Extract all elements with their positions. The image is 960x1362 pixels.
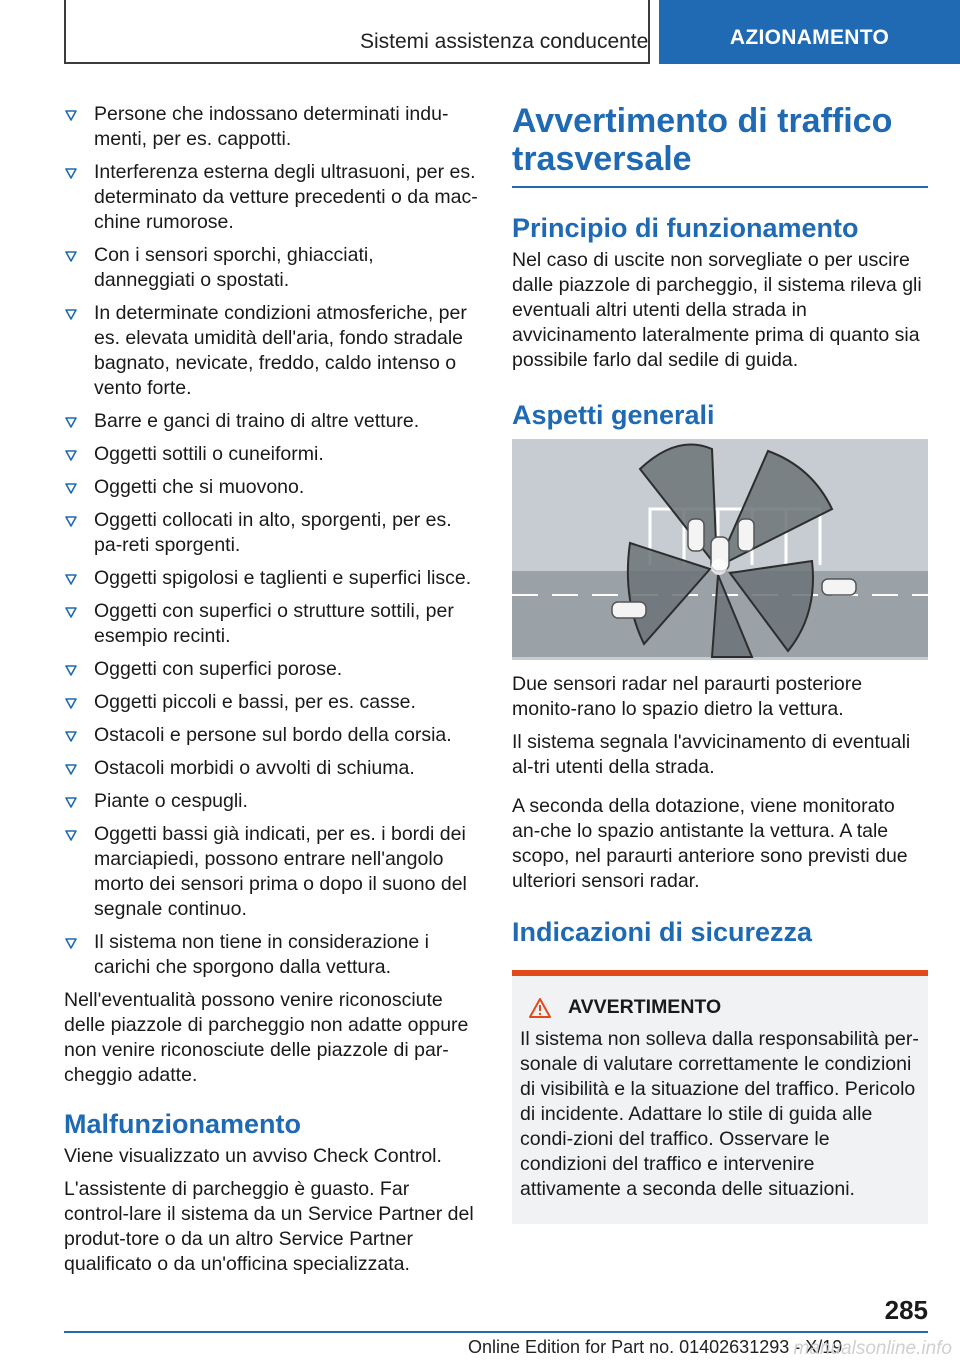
general-paragraph-2: Il sistema segnala l'avvicinamento di eventuali al-tri utenti della strada.	[512, 731, 911, 778]
bullet-triangle-icon	[64, 605, 78, 619]
bullet-item	[64, 475, 478, 500]
bullet-text: Oggetti con superfici o strutture sottili, per esempio recinti.	[94, 600, 454, 647]
bullet-text: Persone che indossano determinati indu-menti, per es. cappotti.	[94, 103, 449, 150]
bullet-item	[64, 508, 478, 558]
bullet-item	[64, 442, 478, 467]
bullet-triangle-icon	[64, 696, 78, 710]
malfunction-paragraph-2: L'assistente di parcheggio è guasto. Far control-lare il sistema da un Service Partner del produt-tore o da un altro Service Partner qualificato o da un'officina specializzata.	[64, 1178, 474, 1275]
bullet-triangle-icon	[64, 249, 78, 263]
bullet-item	[64, 160, 478, 235]
bullet-triangle-icon	[64, 448, 78, 462]
bullet-text: Oggetti bassi già indicati, per es. i bordi dei marciapiedi, possono entrare nell'angolo morto dei sensori prima o dopo il suono del segnale continuo.	[94, 823, 467, 920]
bullet-item	[64, 599, 478, 649]
bullet-triangle-icon	[64, 936, 78, 950]
bullet-triangle-icon	[64, 108, 78, 122]
footer-divider	[64, 1331, 928, 1333]
bullet-text: Barre e ganci di traino di altre vetture.	[94, 410, 420, 432]
warning-box	[512, 970, 928, 1224]
bullet-item	[64, 243, 478, 293]
limitations-list	[64, 102, 478, 980]
principle-heading: Principio di funzionamento	[512, 213, 859, 243]
bullet-text: Ostacoli morbidi o avvolti di schiuma.	[94, 757, 415, 779]
bullet-text: In determinate condizioni atmosferiche, per es. elevata umidità dell'aria, fondo stradale bagnato, nevicate, freddo, caldo intenso o vento forte.	[94, 302, 467, 399]
bullet-item	[64, 301, 478, 401]
bullet-item	[64, 723, 478, 748]
bullet-text: Oggetti con superfici porose.	[94, 658, 343, 680]
header-section-title: Sistemi assistenza conducente	[360, 30, 649, 53]
warning-text: Il sistema non solleva dalla responsabilità per-sonale di valutare correttamente le condizioni di visibilità e la situazione del traffico. Pericolo di incidente. Adattare lo stile di guida alle condi-zioni del traffico. Osservare le condizioni del traffico e intervenire attivamente a seconda delle situazioni.	[520, 1028, 919, 1200]
bullet-triangle-icon	[64, 729, 78, 743]
warning-label: AVVERTIMENTO	[568, 996, 722, 1018]
header-chapter-tab[interactable]: AZIONAMENTO	[659, 0, 960, 64]
bullet-text: Oggetti spigolosi e taglienti e superfici lisce.	[94, 567, 472, 589]
principle-paragraph: Nel caso di uscite non sorvegliate o per uscire dalle piazzole di parcheggio, il sistema rileva gli eventuali altri utenti della strada in avvicinamento lateralmente prima di quanto sia possibile farlo dal sedile di guida.	[512, 249, 922, 371]
bullet-item	[64, 756, 478, 781]
watermark: manualsonline.info	[793, 1338, 952, 1359]
bullet-triangle-icon	[64, 572, 78, 586]
bullet-text: Oggetti piccoli e bassi, per es. casse.	[94, 691, 416, 713]
page-number: 285	[884, 1295, 928, 1325]
bullet-text: Oggetti sottili o cuneiformi.	[94, 443, 324, 465]
bullet-triangle-icon	[64, 166, 78, 180]
general-paragraph-3: A seconda della dotazione, viene monitorato an-che lo spazio antistante la vettura. A tale scopo, nel paraurti anteriore sono previsti due ulteriori sensori radar.	[512, 795, 908, 892]
bullet-item	[64, 690, 478, 715]
bullet-text: Oggetti collocati in alto, sporgenti, per es. pa-reti sporgenti.	[94, 509, 452, 556]
general-heading: Aspetti generali	[512, 400, 715, 430]
bullet-text: Il sistema non tiene in considerazione i carichi che sporgono dalla vettura.	[94, 931, 429, 978]
malfunction-heading: Malfunzionamento	[64, 1109, 301, 1139]
bullet-text: Piante o cespugli.	[94, 790, 248, 812]
right-column	[512, 102, 928, 1224]
bullet-triangle-icon	[64, 481, 78, 495]
bullet-text: Con i sensori sporchi, ghiacciati, danneggiati o spostati.	[94, 244, 374, 291]
bullet-triangle-icon	[64, 415, 78, 429]
warning-header	[520, 996, 920, 1019]
footer-edition: Online Edition for Part no. 01402631293 - X/19	[468, 1337, 843, 1357]
bullet-item	[64, 409, 478, 434]
bullet-triangle-icon	[64, 514, 78, 528]
bullet-item	[64, 822, 478, 922]
bullet-item	[64, 930, 478, 980]
bullet-item	[64, 657, 478, 682]
general-paragraph-1: Due sensori radar nel paraurti posteriore monito-rano lo spazio dietro la vettura.	[512, 673, 863, 720]
bullet-triangle-icon	[64, 795, 78, 809]
paragraph-detection-note: Nell'eventualità possono venire riconosciute delle piazzole di parcheggio non adatte oppure non venire riconosciute delle piazzole di par-cheggio adatte.	[64, 989, 469, 1086]
bullet-triangle-icon	[64, 762, 78, 776]
bullet-item	[64, 789, 478, 814]
left-column	[64, 102, 478, 1285]
cross-traffic-illustration	[512, 439, 928, 660]
bullet-text: Ostacoli e persone sul bordo della corsia.	[94, 724, 452, 746]
bullet-text: Oggetti che si muovono.	[94, 476, 305, 498]
bullet-item	[64, 566, 478, 591]
malfunction-paragraph-1: Viene visualizzato un avviso Check Control.	[64, 1145, 442, 1167]
bullet-text: Interferenza esterna degli ultrasuoni, per es. determinato da vetture precedenti o da mac-chine rumorose.	[94, 161, 478, 233]
section-title: Avvertimento di traffico trasversale	[512, 102, 928, 188]
safety-heading: Indicazioni di sicurezza	[512, 917, 813, 947]
bullet-triangle-icon	[64, 828, 78, 842]
bullet-item	[64, 102, 478, 152]
bullet-triangle-icon	[64, 307, 78, 321]
bullet-triangle-icon	[64, 663, 78, 677]
warning-triangle-icon	[528, 997, 552, 1019]
radar-diagram-svg	[512, 439, 928, 660]
